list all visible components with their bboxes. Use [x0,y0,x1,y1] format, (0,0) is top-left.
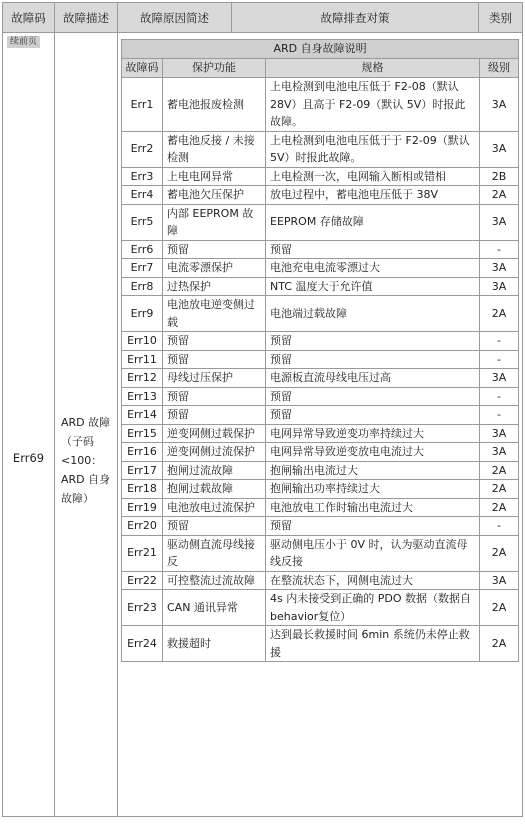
row-spec: 抱闸输出功率持续过大 [266,480,480,499]
row-spec: 电池充电电流零漂过大 [266,259,480,278]
row-spec: 电网异常导致逆变放电电流过大 [266,443,480,462]
row-code: Err15 [122,424,163,443]
row-code: Err18 [122,480,163,499]
row-function: 抱闸过载故障 [163,480,266,499]
continued-cell [3,33,55,817]
header-fault-code: 故障码 [3,3,55,33]
sub-table-row [122,204,519,240]
sub-header-function: 保护功能 [163,59,266,78]
fault-desc: ARD 故障（子码<100：ARD 自身故障） [61,416,111,505]
row-spec: 预留 [266,240,480,259]
fault-code: Err69 [12,451,45,465]
row-level: 2B [480,167,519,186]
fault-code-cell [3,451,54,465]
row-function: 电流零漂保护 [163,259,266,278]
row-level: - [480,350,519,369]
row-spec: 预留 [266,517,480,536]
row-code: Err8 [122,277,163,296]
row-code: Err6 [122,240,163,259]
row-code: Err4 [122,186,163,205]
row-function: 预留 [163,332,266,351]
row-code: Err1 [122,78,163,132]
row-code: Err21 [122,535,163,571]
sub-table-row [122,277,519,296]
sub-table-row [122,350,519,369]
row-level: 3A [480,277,519,296]
row-function: 可控整流过流故障 [163,571,266,590]
sub-table-row [122,387,519,406]
sub-table-row [122,78,519,132]
sub-table-title-row [122,40,519,59]
row-function: 蓄电池欠压保护 [163,186,266,205]
row-function: 逆变网侧过载保护 [163,424,266,443]
row-code: Err7 [122,259,163,278]
sub-header-code: 故障码 [122,59,163,78]
row-spec: 电网异常导致逆变功率持续过大 [266,424,480,443]
row-spec: EEPROM 存储故障 [266,204,480,240]
row-function: 电池放电逆变侧过载 [163,296,266,332]
row-level: - [480,240,519,259]
row-level: - [480,517,519,536]
sub-table-title: ARD 自身故障说明 [122,40,519,59]
row-level: 2A [480,498,519,517]
row-level: 3A [480,424,519,443]
row-function: 逆变网侧过流保护 [163,443,266,462]
row-spec: 抱闸输出电流过大 [266,461,480,480]
row-function: 蓄电池反接 / 未接检测 [163,131,266,167]
row-function: 上电电网异常 [163,167,266,186]
sub-table-row [122,240,519,259]
sub-table-row [122,424,519,443]
row-level: 3A [480,443,519,462]
sub-table-row [122,480,519,499]
row-spec: 电池端过载故障 [266,296,480,332]
row-spec: 预留 [266,387,480,406]
continued-row [3,33,523,817]
row-code: Err14 [122,406,163,425]
row-code: Err19 [122,498,163,517]
sub-table-row [122,131,519,167]
row-spec: 预留 [266,406,480,425]
row-code: Err10 [122,332,163,351]
header-countermeasure: 故障排查对策 [232,3,479,33]
row-spec: 上电检测到电池电压低于 F2-08（默认 28V）且高于 F2-09（默认 5V）时报此故障。 [266,78,480,132]
ard-sub-table [121,39,519,662]
row-level: 3A [480,571,519,590]
sub-table-row [122,369,519,388]
sub-table-header-row [122,59,519,78]
sub-table-row [122,443,519,462]
row-spec: 放电过程中，蓄电池电压低于 38V [266,186,480,205]
row-level: 2A [480,535,519,571]
row-function: 预留 [163,387,266,406]
row-level: 3A [480,369,519,388]
row-level: 3A [480,78,519,132]
continued-badge: 续前页 [7,36,40,48]
row-level: - [480,332,519,351]
sub-table-row [122,535,519,571]
row-spec: NTC 温度大于允许值 [266,277,480,296]
sub-table-row [122,498,519,517]
row-function: 预留 [163,350,266,369]
row-level: - [480,406,519,425]
row-code: Err24 [122,626,163,662]
sub-table-row [122,571,519,590]
row-level: 3A [480,204,519,240]
row-spec: 上电检测一次，电网输入断相或错相 [266,167,480,186]
sub-header-level: 级别 [480,59,519,78]
row-level: 2A [480,480,519,499]
sub-table-row [122,517,519,536]
header-cause: 故障原因简述 [118,3,232,33]
row-spec: 上电检测到电池电压低于于 F2-09（默认 5V）时报此故障。 [266,131,480,167]
row-function: 救援超时 [163,626,266,662]
header-category: 类别 [479,3,523,33]
row-level: 2A [480,626,519,662]
row-level: 3A [480,259,519,278]
sub-table-row [122,461,519,480]
fault-table [2,2,523,817]
row-code: Err12 [122,369,163,388]
row-level: 3A [480,131,519,167]
row-code: Err23 [122,590,163,626]
row-level: 2A [480,461,519,480]
header-fault-desc: 故障描述 [55,3,118,33]
sub-table-row [122,296,519,332]
row-function: CAN 通讯异常 [163,590,266,626]
sub-table-row [122,406,519,425]
sub-table-cell [118,33,523,817]
row-spec: 达到最长救援时间 6min 系统仍未停止救援 [266,626,480,662]
row-code: Err17 [122,461,163,480]
row-function: 过热保护 [163,277,266,296]
row-function: 预留 [163,240,266,259]
row-function: 预留 [163,517,266,536]
row-function: 抱闸过流故障 [163,461,266,480]
sub-table-row [122,186,519,205]
header-row [3,3,523,33]
fault-desc-cell [55,33,118,817]
row-spec: 预留 [266,350,480,369]
row-code: Err5 [122,204,163,240]
sub-header-spec: 规格 [266,59,480,78]
row-function: 蓄电池报废检测 [163,78,266,132]
row-level: 2A [480,590,519,626]
sub-table-row [122,167,519,186]
row-code: Err2 [122,131,163,167]
row-spec: 电池放电工作时输出电流过大 [266,498,480,517]
row-spec: 在整流状态下，网侧电流过大 [266,571,480,590]
sub-table-row [122,332,519,351]
row-function: 驱动侧直流母线接反 [163,535,266,571]
row-level: 2A [480,296,519,332]
sub-table-row [122,626,519,662]
row-spec: 驱动侧电压小于 0V 时，认为驱动直流母线反接 [266,535,480,571]
row-code: Err3 [122,167,163,186]
row-spec: 预留 [266,332,480,351]
row-spec: 4s 内未接受到正确的 PDO 数据（数据自behavior复位） [266,590,480,626]
row-code: Err16 [122,443,163,462]
row-function: 母线过压保护 [163,369,266,388]
sub-table-row [122,259,519,278]
row-function: 预留 [163,406,266,425]
row-level: - [480,387,519,406]
row-function: 内部 EEPROM 故障 [163,204,266,240]
row-level: 2A [480,186,519,205]
row-spec: 电源板直流母线电压过高 [266,369,480,388]
row-code: Err9 [122,296,163,332]
row-code: Err20 [122,517,163,536]
row-code: Err11 [122,350,163,369]
row-code: Err13 [122,387,163,406]
row-function: 电池放电过流保护 [163,498,266,517]
sub-table-row [122,590,519,626]
row-code: Err22 [122,571,163,590]
